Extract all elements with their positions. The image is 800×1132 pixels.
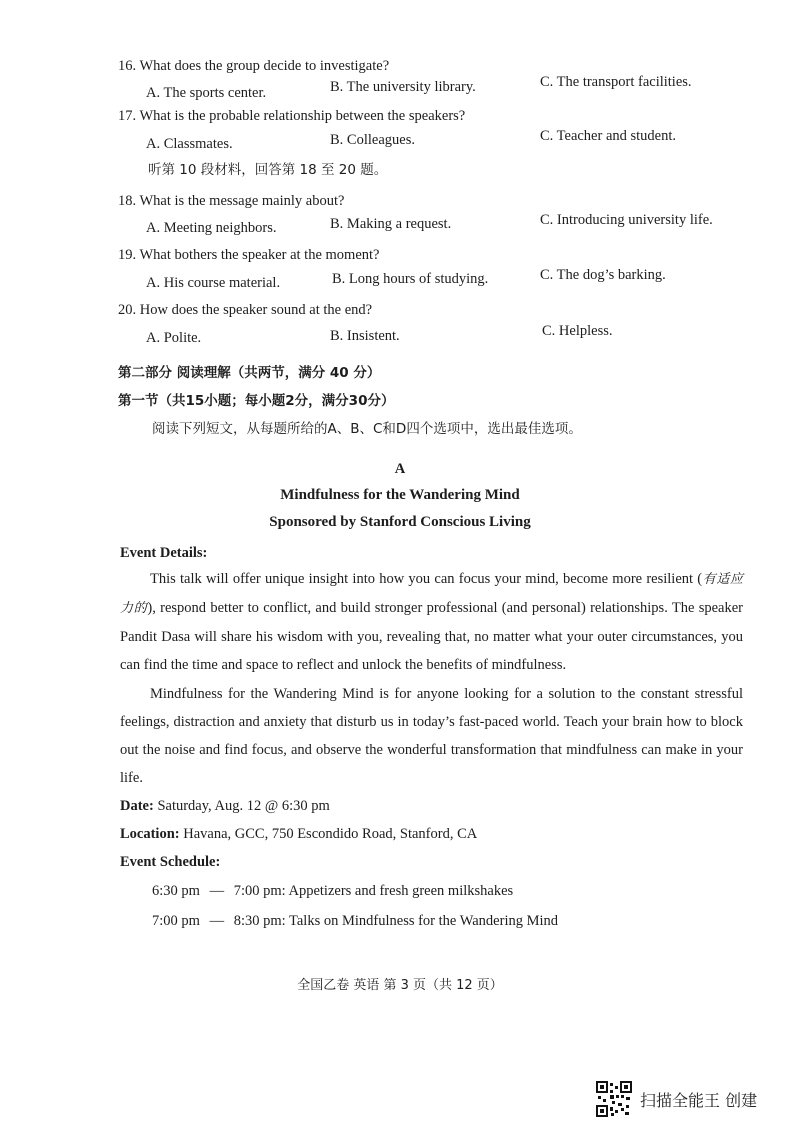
date-value: Saturday, Aug. 12 @ 6:30 pm (157, 798, 330, 814)
question-16 (118, 57, 389, 75)
section1-heading: 第一节（共15小题；每小题2分，满分30分） (118, 393, 395, 409)
gloss: 有适应力的 (120, 572, 743, 616)
question-stem: What is the probable relationship between the speakers? (139, 108, 466, 124)
option-20a: A. Polite. (146, 330, 202, 346)
event-details-label: Event Details: (120, 545, 208, 561)
option-20b: B. Insistent. (330, 328, 400, 344)
question-19 (118, 246, 379, 264)
passage-title: Mindfulness for the Wandering Mind (280, 487, 520, 503)
option-16a: A. The sports center. (146, 85, 267, 101)
question-stem: What bothers the speaker at the moment? (139, 247, 380, 263)
question-stem: What is the message mainly about? (139, 193, 345, 209)
option-19b: B. Long hours of studying. (332, 271, 489, 287)
option-16c: C. The transport facilities. (540, 74, 692, 90)
date-label: Date: (120, 798, 154, 814)
question-number: 16. (118, 58, 137, 74)
page-footer: 全国乙卷 英语 第 3 页（共 12 页） (297, 978, 503, 993)
option-17b: B. Colleagues. (330, 132, 415, 148)
event-date (120, 797, 330, 815)
option-19c: C. The dog’s barking. (540, 267, 666, 283)
qr-code-icon (596, 1081, 632, 1117)
passage-letter: A (394, 461, 406, 477)
question-18 (118, 192, 344, 210)
location-value: Havana, GCC, 750 Escondido Road, Stanford, CA (183, 826, 478, 842)
schedule-item: 6:30 pm — 7:00 pm: Appetizers and fresh green milkshakes (152, 883, 514, 899)
question-stem: What does the group decide to investigate? (139, 58, 390, 74)
part2-heading: 第二部分 阅读理解（共两节，满分 40 分） (118, 365, 381, 381)
event-location (120, 825, 477, 843)
option-18b: B. Making a request. (330, 216, 452, 232)
question-stem: How does the speaker sound at the end? (139, 302, 373, 318)
option-20c: C. Helpless. (542, 323, 613, 339)
schedule-item: 7:00 pm — 8:30 pm: Talks on Mindfulness for the Wandering Mind (152, 913, 559, 929)
option-17c: C. Teacher and student. (540, 128, 677, 144)
question-17 (118, 107, 465, 125)
question-number: 20. (118, 302, 137, 318)
option-18a: A. Meeting neighbors. (146, 220, 277, 236)
location-label: Location: (120, 826, 180, 842)
question-number: 17. (118, 108, 137, 124)
schedule-label: Event Schedule: (120, 854, 221, 870)
question-20 (118, 301, 372, 319)
passage-subtitle: Sponsored by Stanford Conscious Living (269, 514, 531, 530)
listening-instruction: 听第 10 段材料，回答第 18 至 20 题。 (148, 162, 388, 178)
option-19a: A. His course material. (146, 275, 281, 291)
question-number: 19. (118, 247, 137, 263)
question-number: 18. (118, 193, 137, 209)
option-18c: C. Introducing university life. (540, 212, 713, 228)
paragraph-1: This talk will offer unique insight into how you can focus your mind, become more resilient (有适应力的), respond better to conflict, and build stronger professional (and personal) relationships. The speaker Pandit Dasa will share his wisdom with you, revealing that, no matter what your outer circumstances, you can find the time and space to reflect and unlock the benefits of mindfulness. (120, 571, 743, 673)
option-16b: B. The university library. (330, 79, 476, 95)
reading-instruction: 阅读下列短文，从每题所给的A、B、C和D四个选项中，选出最佳选项。 (152, 421, 582, 437)
paragraph-2: Mindfulness for the Wandering Mind is for anyone looking for a solution to the constant stressful feelings, distraction and anxiety that disturb us in today’s fast-paced world. Teach your brain how to block out the noise and find focus, and observe the wonderful transformation that mindfulness can make in your life. (120, 686, 743, 786)
option-17a: A. Classmates. (146, 136, 233, 152)
scanner-watermark: 扫描全能王 创建 (640, 1091, 758, 1110)
